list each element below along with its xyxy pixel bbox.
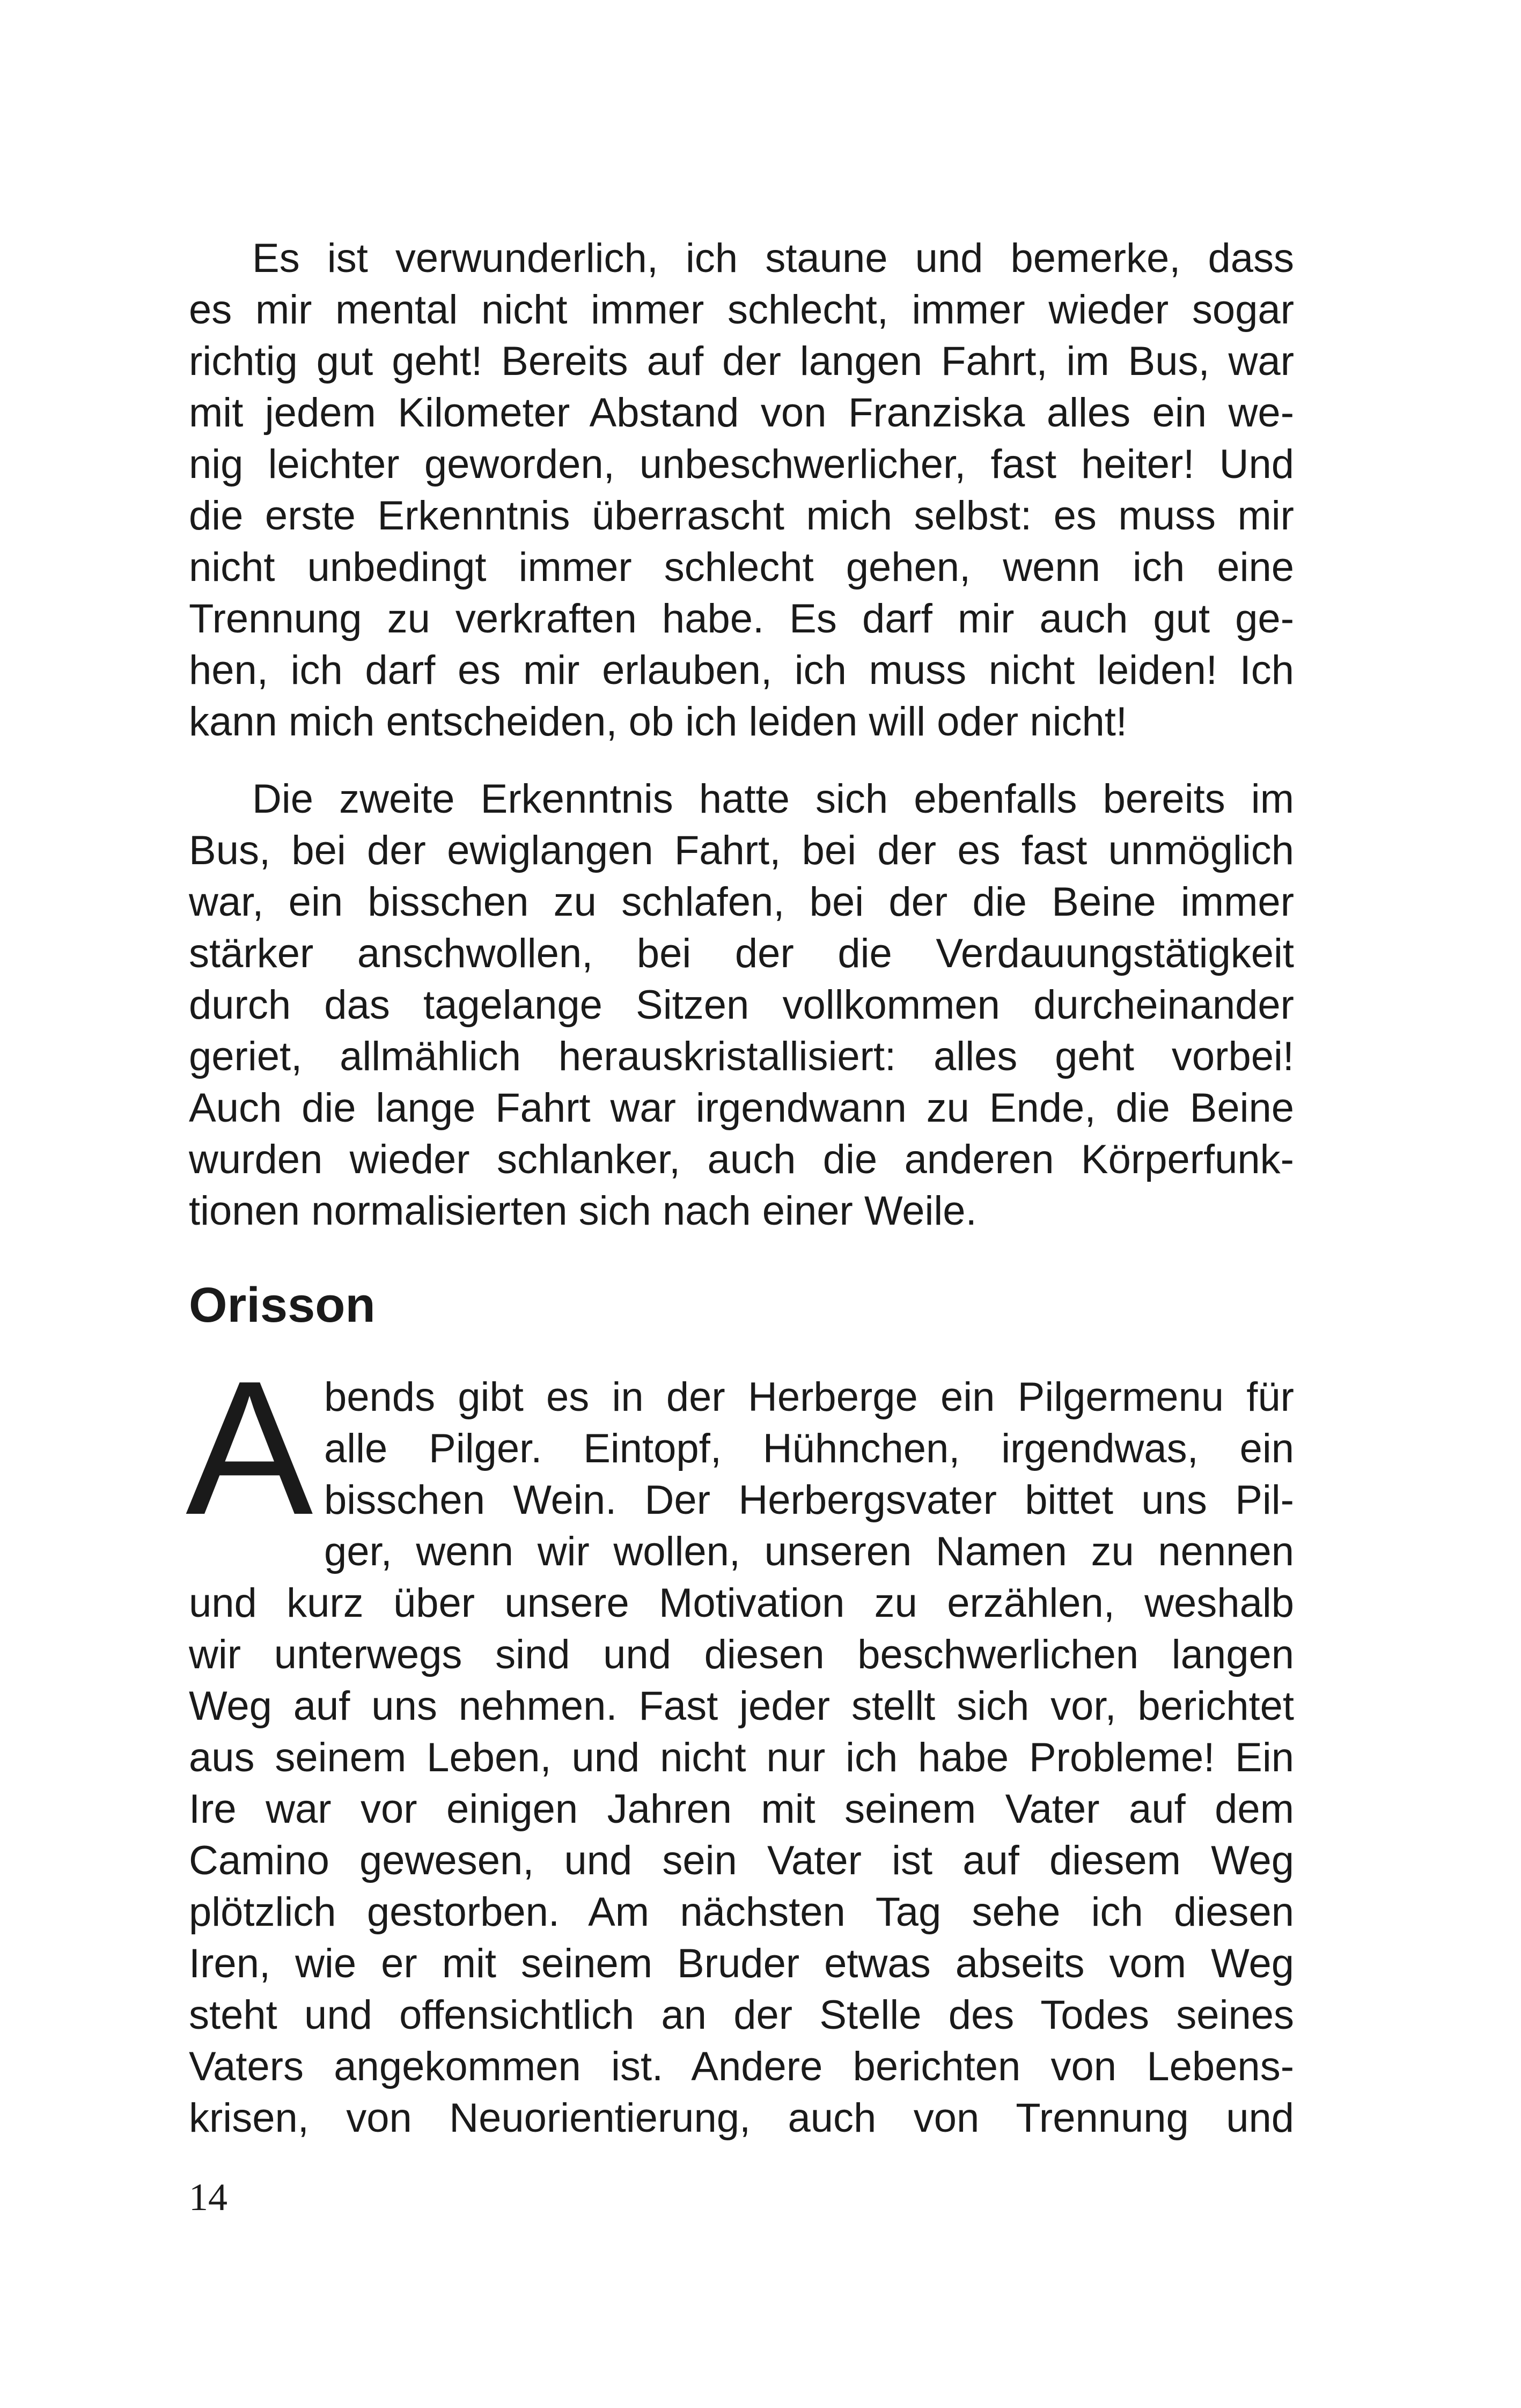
text-line: tionen normalisierten sich nach einer Weile. [189, 1188, 977, 1234]
text-line: es mir mental nicht immer schlecht, immer wieder sogar [189, 287, 1294, 333]
paragraph-3 [189, 1372, 1294, 2144]
text-line: hen, ich darf es mir erlauben, ich muss nicht leiden! Ich [189, 647, 1294, 693]
text-line: steht und offensichtlich an der Stelle des Todes seines [189, 1992, 1294, 2038]
text-line: Ire war vor einigen Jahren mit seinem Vater auf dem [189, 1786, 1294, 1832]
text-line: bends gibt es in der Herberge ein Pilgermenu für [324, 1374, 1294, 1420]
text-line: Auch die lange Fahrt war irgendwann zu Ende, die Beine [189, 1085, 1294, 1131]
paragraph-2 [189, 774, 1294, 1237]
text-line: Bus, bei der ewiglangen Fahrt, bei der es fast unmöglich [189, 828, 1294, 873]
text-line: plötzlich gestorben. Am nächsten Tag sehe ich diesen [189, 1889, 1294, 1935]
text-line: wurden wieder schlanker, auch die anderen Körperfunk- [189, 1137, 1294, 1182]
drop-cap: A [186, 1342, 313, 1555]
text-line: Es ist verwunderlich, ich staune und bemerke, dass [252, 235, 1294, 281]
text-line: geriet, allmählich herauskristallisiert: alles geht vorbei! [189, 1034, 1294, 1079]
text-line: die erste Erkenntnis überrascht mich selbst: es muss mir [189, 493, 1294, 539]
text-line: nig leichter geworden, unbeschwerlicher, fast heiter! Und [189, 441, 1294, 487]
text-line: aus seinem Leben, und nicht nur ich habe Probleme! Ein [189, 1735, 1294, 1780]
section-heading: Orisson [189, 1278, 376, 1332]
text-line: kann mich entscheiden, ob ich leiden will oder nicht! [189, 699, 1128, 745]
text-line: und kurz über unsere Motivation zu erzählen, weshalb [189, 1580, 1294, 1626]
text-line: war, ein bisschen zu schlafen, bei der die Beine immer [189, 879, 1294, 925]
text-line: durch das tagelange Sitzen vollkommen durcheinander [189, 982, 1294, 1028]
text-line: nicht unbedingt immer schlecht gehen, wenn ich eine [189, 544, 1294, 590]
text-line: alle Pilger. Eintopf, Hühnchen, irgendwas, ein [324, 1426, 1294, 1471]
text-line: wir unterwegs sind und diesen beschwerlichen langen [189, 1632, 1294, 1677]
text-line: Camino gewesen, und sein Vater ist auf diesem Weg [189, 1838, 1294, 1883]
text-line: ger, wenn wir wollen, unseren Namen zu nennen [324, 1529, 1294, 1574]
text-line: richtig gut geht! Bereits auf der langen Fahrt, im Bus, war [189, 338, 1294, 384]
text-line: krisen, von Neuorientierung, auch von Trennung und [189, 2095, 1294, 2141]
text-line: Weg auf uns nehmen. Fast jeder stellt sich vor, berichtet [189, 1683, 1294, 1729]
text-line: stärker anschwollen, bei der die Verdauungstätigkeit [189, 931, 1294, 976]
text-line: mit jedem Kilometer Abstand von Franziska alles ein we- [189, 390, 1294, 436]
text-line: Iren, wie er mit seinem Bruder etwas abseits vom Weg [189, 1941, 1294, 1986]
text-line: Die zweite Erkenntnis hatte sich ebenfalls bereits im [252, 776, 1294, 822]
text-line: Trennung zu verkraften habe. Es darf mir auch gut ge- [189, 596, 1294, 642]
paragraph-1 [189, 233, 1294, 748]
text-line: bisschen Wein. Der Herbergsvater bittet uns Pil- [324, 1477, 1294, 1523]
text-line: Vaters angekommen ist. Andere berichten von Lebens- [189, 2044, 1294, 2089]
page-number: 14 [189, 2176, 227, 2219]
